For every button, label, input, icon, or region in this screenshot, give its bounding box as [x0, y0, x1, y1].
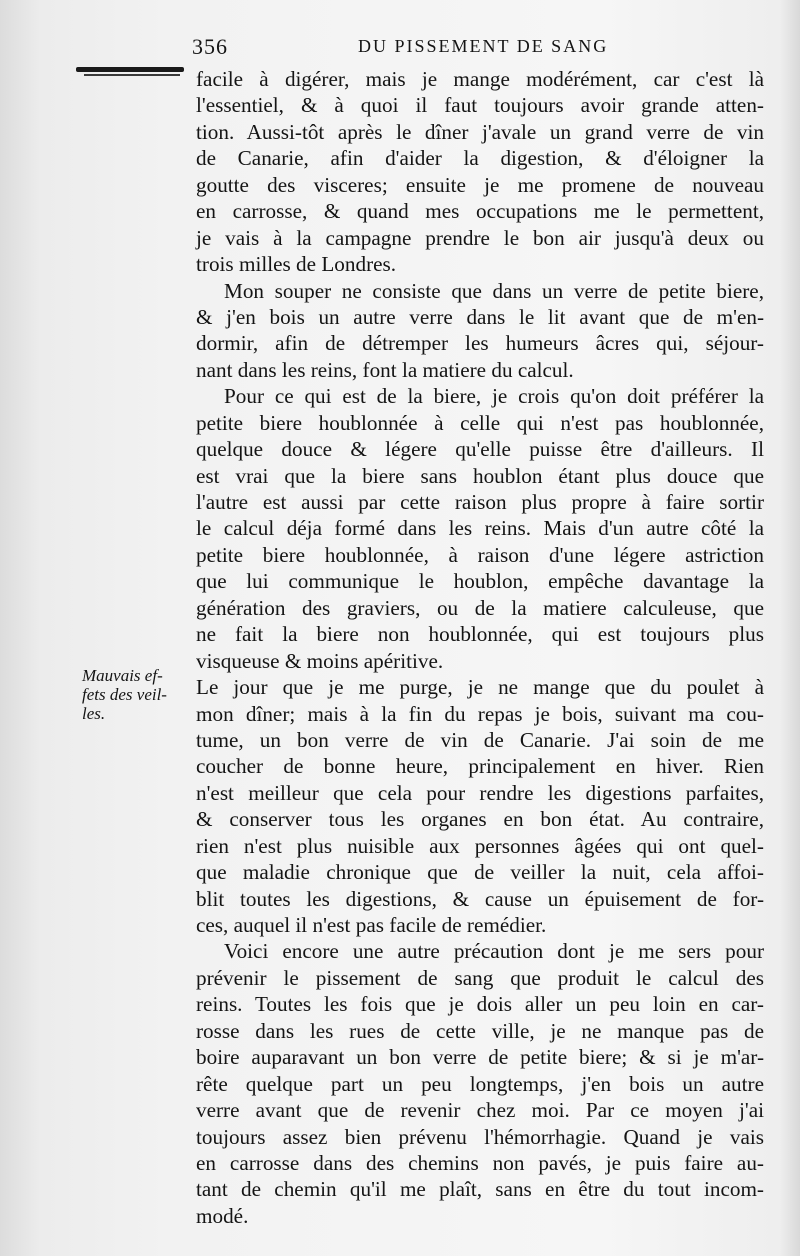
text-line: que maladie chronique que de veiller la nuit, cela affoi-: [196, 860, 764, 885]
text-line: l'autre est aussi par cette raison plus propre à faire sortir: [196, 490, 764, 514]
text-line: rosse dans les rues de cette ville, je ne manque pas de: [196, 1018, 764, 1043]
text-line: Mon souper ne consiste que dans un verre de petite biere,: [224, 278, 764, 303]
text-line: boire auparavant un bon verre de petite biere; & si je m'ar-: [196, 1045, 764, 1070]
text-line: & j'en bois un autre verre dans le lit avant que de m'en-: [196, 304, 764, 329]
text-line: tume, un bon verre de vin de Canarie. J'ai soin de me: [196, 727, 764, 752]
page-header: [192, 34, 632, 64]
text-line: petite biere houblonnée, à raison d'une légere astriction: [196, 542, 764, 567]
margin-note-line: fets des veil-: [82, 685, 167, 704]
text-line: en carrosse, & quand mes occupations me le permettent,: [196, 199, 764, 224]
text-line: Voici encore une autre précaution dont je me sers pour: [224, 939, 764, 964]
text-line: je vais à la campagne prendre le bon air jusqu'à deux ou: [196, 225, 764, 250]
text-line: & conserver tous les organes en bon état. Au contraire,: [196, 807, 764, 832]
margin-note-line: Mauvais ef-: [82, 666, 163, 685]
running-head: DU PISSEMENT DE SANG: [358, 36, 609, 56]
text-line: petite biere houblonnée à celle qui n'est pas houblonnée,: [196, 410, 764, 435]
text-line: n'est meilleur que cela pour rendre les digestions parfaites,: [196, 780, 764, 805]
text-line: que lui communique le houblon, empêche davantage la: [196, 569, 764, 594]
text-line: le calcul déja formé dans les reins. Mais d'un autre côté la: [196, 516, 764, 541]
page-number: 356: [192, 34, 228, 59]
text-line: facile à digérer, mais je mange modérément, car c'est là: [196, 67, 764, 91]
text-line: tant de chemin qu'il me plaît, sans en être du tout incom-: [196, 1177, 764, 1202]
text-line: visqueuse & moins apéritive.: [196, 648, 444, 673]
text-line: Pour ce qui est de la biere, je crois qu'on doit préférer la: [224, 384, 764, 409]
text-line: tion. Aussi-tôt après le dîner j'avale un grand verre de vin: [196, 119, 764, 144]
text-line: nant dans les reins, font la matiere du calcul.: [196, 357, 574, 382]
text-line: de Canarie, afin d'aider la digestion, & d'éloigner la: [196, 146, 764, 171]
hand-pointer-ornament: [76, 64, 184, 78]
margin-note: [82, 666, 194, 723]
text-line: dormir, afin de détremper les humeurs âcres qui, séjour-: [196, 331, 764, 356]
text-line: blit toutes les digestions, & cause un épuisement de for-: [196, 886, 764, 911]
text-line: reins. Toutes les fois que je dois aller un peu loin en car-: [196, 992, 764, 1017]
text-line: rien n'est plus nuisible aux personnes âgées qui ont quel-: [196, 833, 764, 858]
text-line: est vrai que la biere sans houblon étant plus douce que: [196, 463, 764, 488]
text-line: génération des graviers, ou de la matiere calculeuse, que: [196, 595, 764, 620]
text-line: mon dîner; mais à la fin du repas je bois, suivant ma cou-: [196, 701, 764, 726]
text-line: toujours assez bien prévenu l'hémorrhagie. Quand je vais: [196, 1124, 764, 1149]
text-line: rête quelque part un peu longtemps, j'en bois un autre: [196, 1071, 764, 1096]
text-line: trois milles de Londres.: [196, 252, 397, 277]
margin-note-line: les.: [82, 704, 106, 723]
text-line: verre avant que de revenir chez moi. Par ce moyen j'ai: [196, 1098, 764, 1123]
text-line: quelque douce & légere qu'elle puisse être d'ailleurs. Il: [196, 437, 764, 462]
text-line: modé.: [196, 1203, 249, 1228]
text-line: l'essentiel, & à quoi il faut toujours avoir grande atten-: [196, 93, 764, 118]
body-text: [196, 66, 764, 1229]
text-line: coucher de bonne heure, principalement en hiver. Rien: [196, 754, 764, 779]
text-line: ne fait la biere non houblonnée, qui est toujours plus: [196, 622, 764, 647]
text-line: ces, auquel il n'est pas facile de remédier.: [196, 913, 547, 937]
text-line: prévenir le pissement de sang que produit le calcul des: [196, 965, 764, 990]
text-line: goutte des visceres; ensuite je me promene de nouveau: [196, 172, 764, 197]
text-line: Le jour que je me purge, je ne mange que du poulet à: [196, 675, 764, 700]
text-line: en carrosse dans des chemins non pavés, je puis faire au-: [196, 1150, 764, 1175]
